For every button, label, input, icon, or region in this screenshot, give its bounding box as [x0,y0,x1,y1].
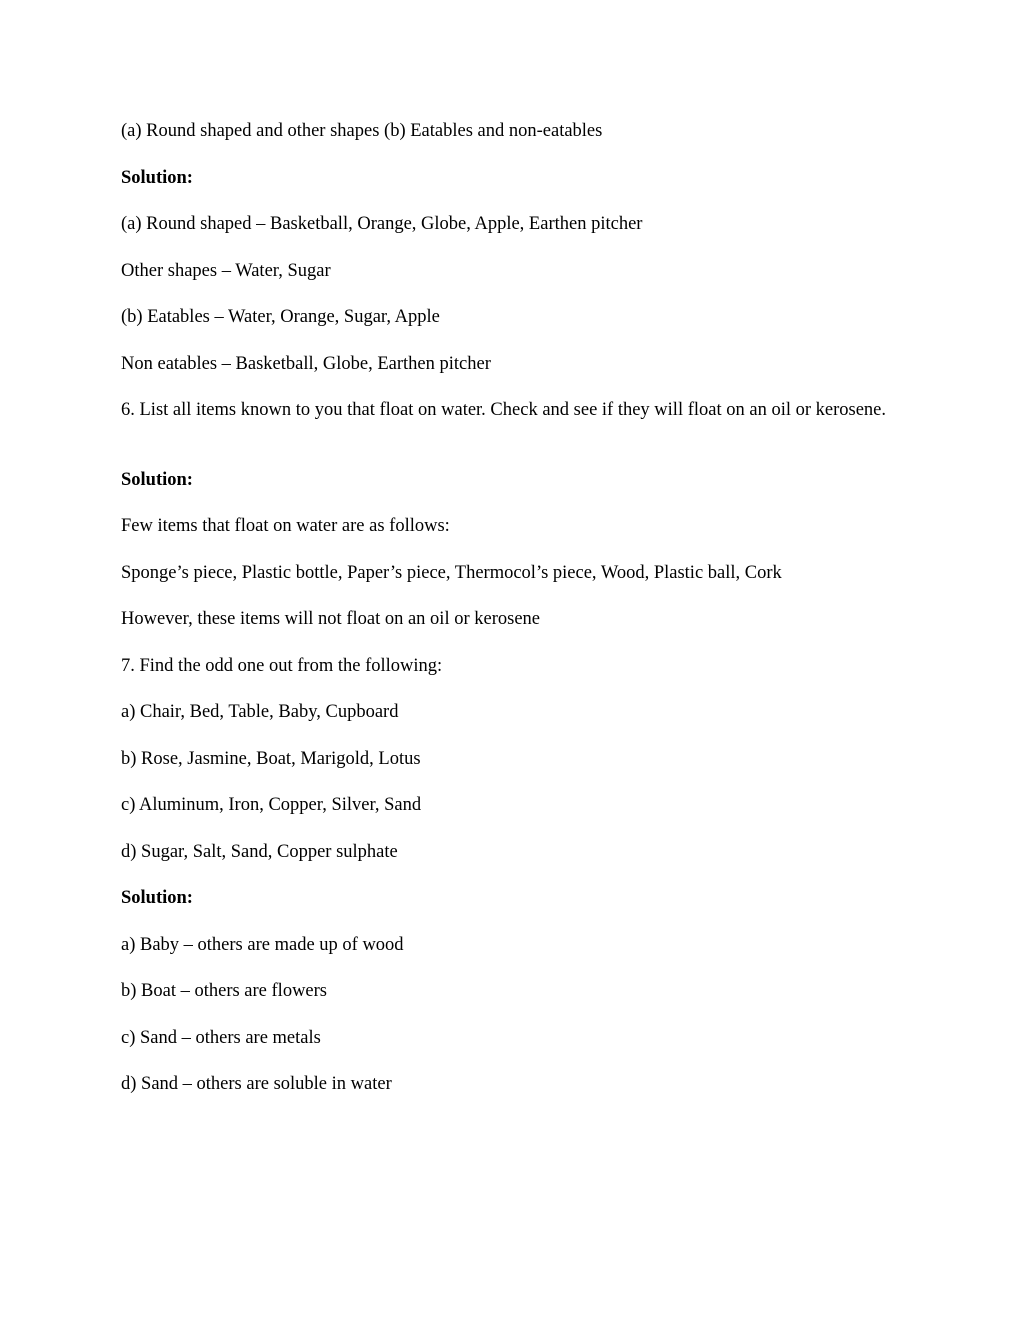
answer-b: b) Boat – others are flowers [121,981,328,1001]
answer-c: c) Sand – others are metals [121,1028,321,1048]
question-6: 6. List all items known to you that float on water. Check and see if they will float on an oil or kerosene. [121,400,887,420]
option-c: c) Aluminum, Iron, Copper, Silver, Sand [121,795,422,815]
solution-heading: Solution: [121,168,193,188]
answer-eatables: (b) Eatables – Water, Orange, Sugar, Apple [121,307,440,327]
answer-float-note: However, these items will not float on an oil or kerosene [121,609,540,629]
solution-heading: Solution: [121,888,193,908]
question-7: 7. Find the odd one out from the following: [121,656,443,676]
answer-float-intro: Few items that float on water are as follows: [121,516,450,536]
answer-float-items: Sponge’s piece, Plastic bottle, Paper’s piece, Thermocol’s piece, Wood, Plastic ball, Cork [121,563,782,583]
answer-d: d) Sand – others are soluble in water [121,1074,392,1094]
answer-other-shapes: Other shapes – Water, Sugar [121,261,331,281]
option-a: a) Chair, Bed, Table, Baby, Cupboard [121,702,399,722]
solution-heading: Solution: [121,470,193,490]
question-parts-line: (a) Round shaped and other shapes (b) Eatables and non-eatables [121,121,603,141]
answer-non-eatables: Non eatables – Basketball, Globe, Earthen pitcher [121,354,491,374]
option-b: b) Rose, Jasmine, Boat, Marigold, Lotus [121,749,421,769]
answer-a: a) Baby – others are made up of wood [121,935,404,955]
answer-round-shaped: (a) Round shaped – Basketball, Orange, Globe, Apple, Earthen pitcher [121,214,643,234]
option-d: d) Sugar, Salt, Sand, Copper sulphate [121,842,398,862]
